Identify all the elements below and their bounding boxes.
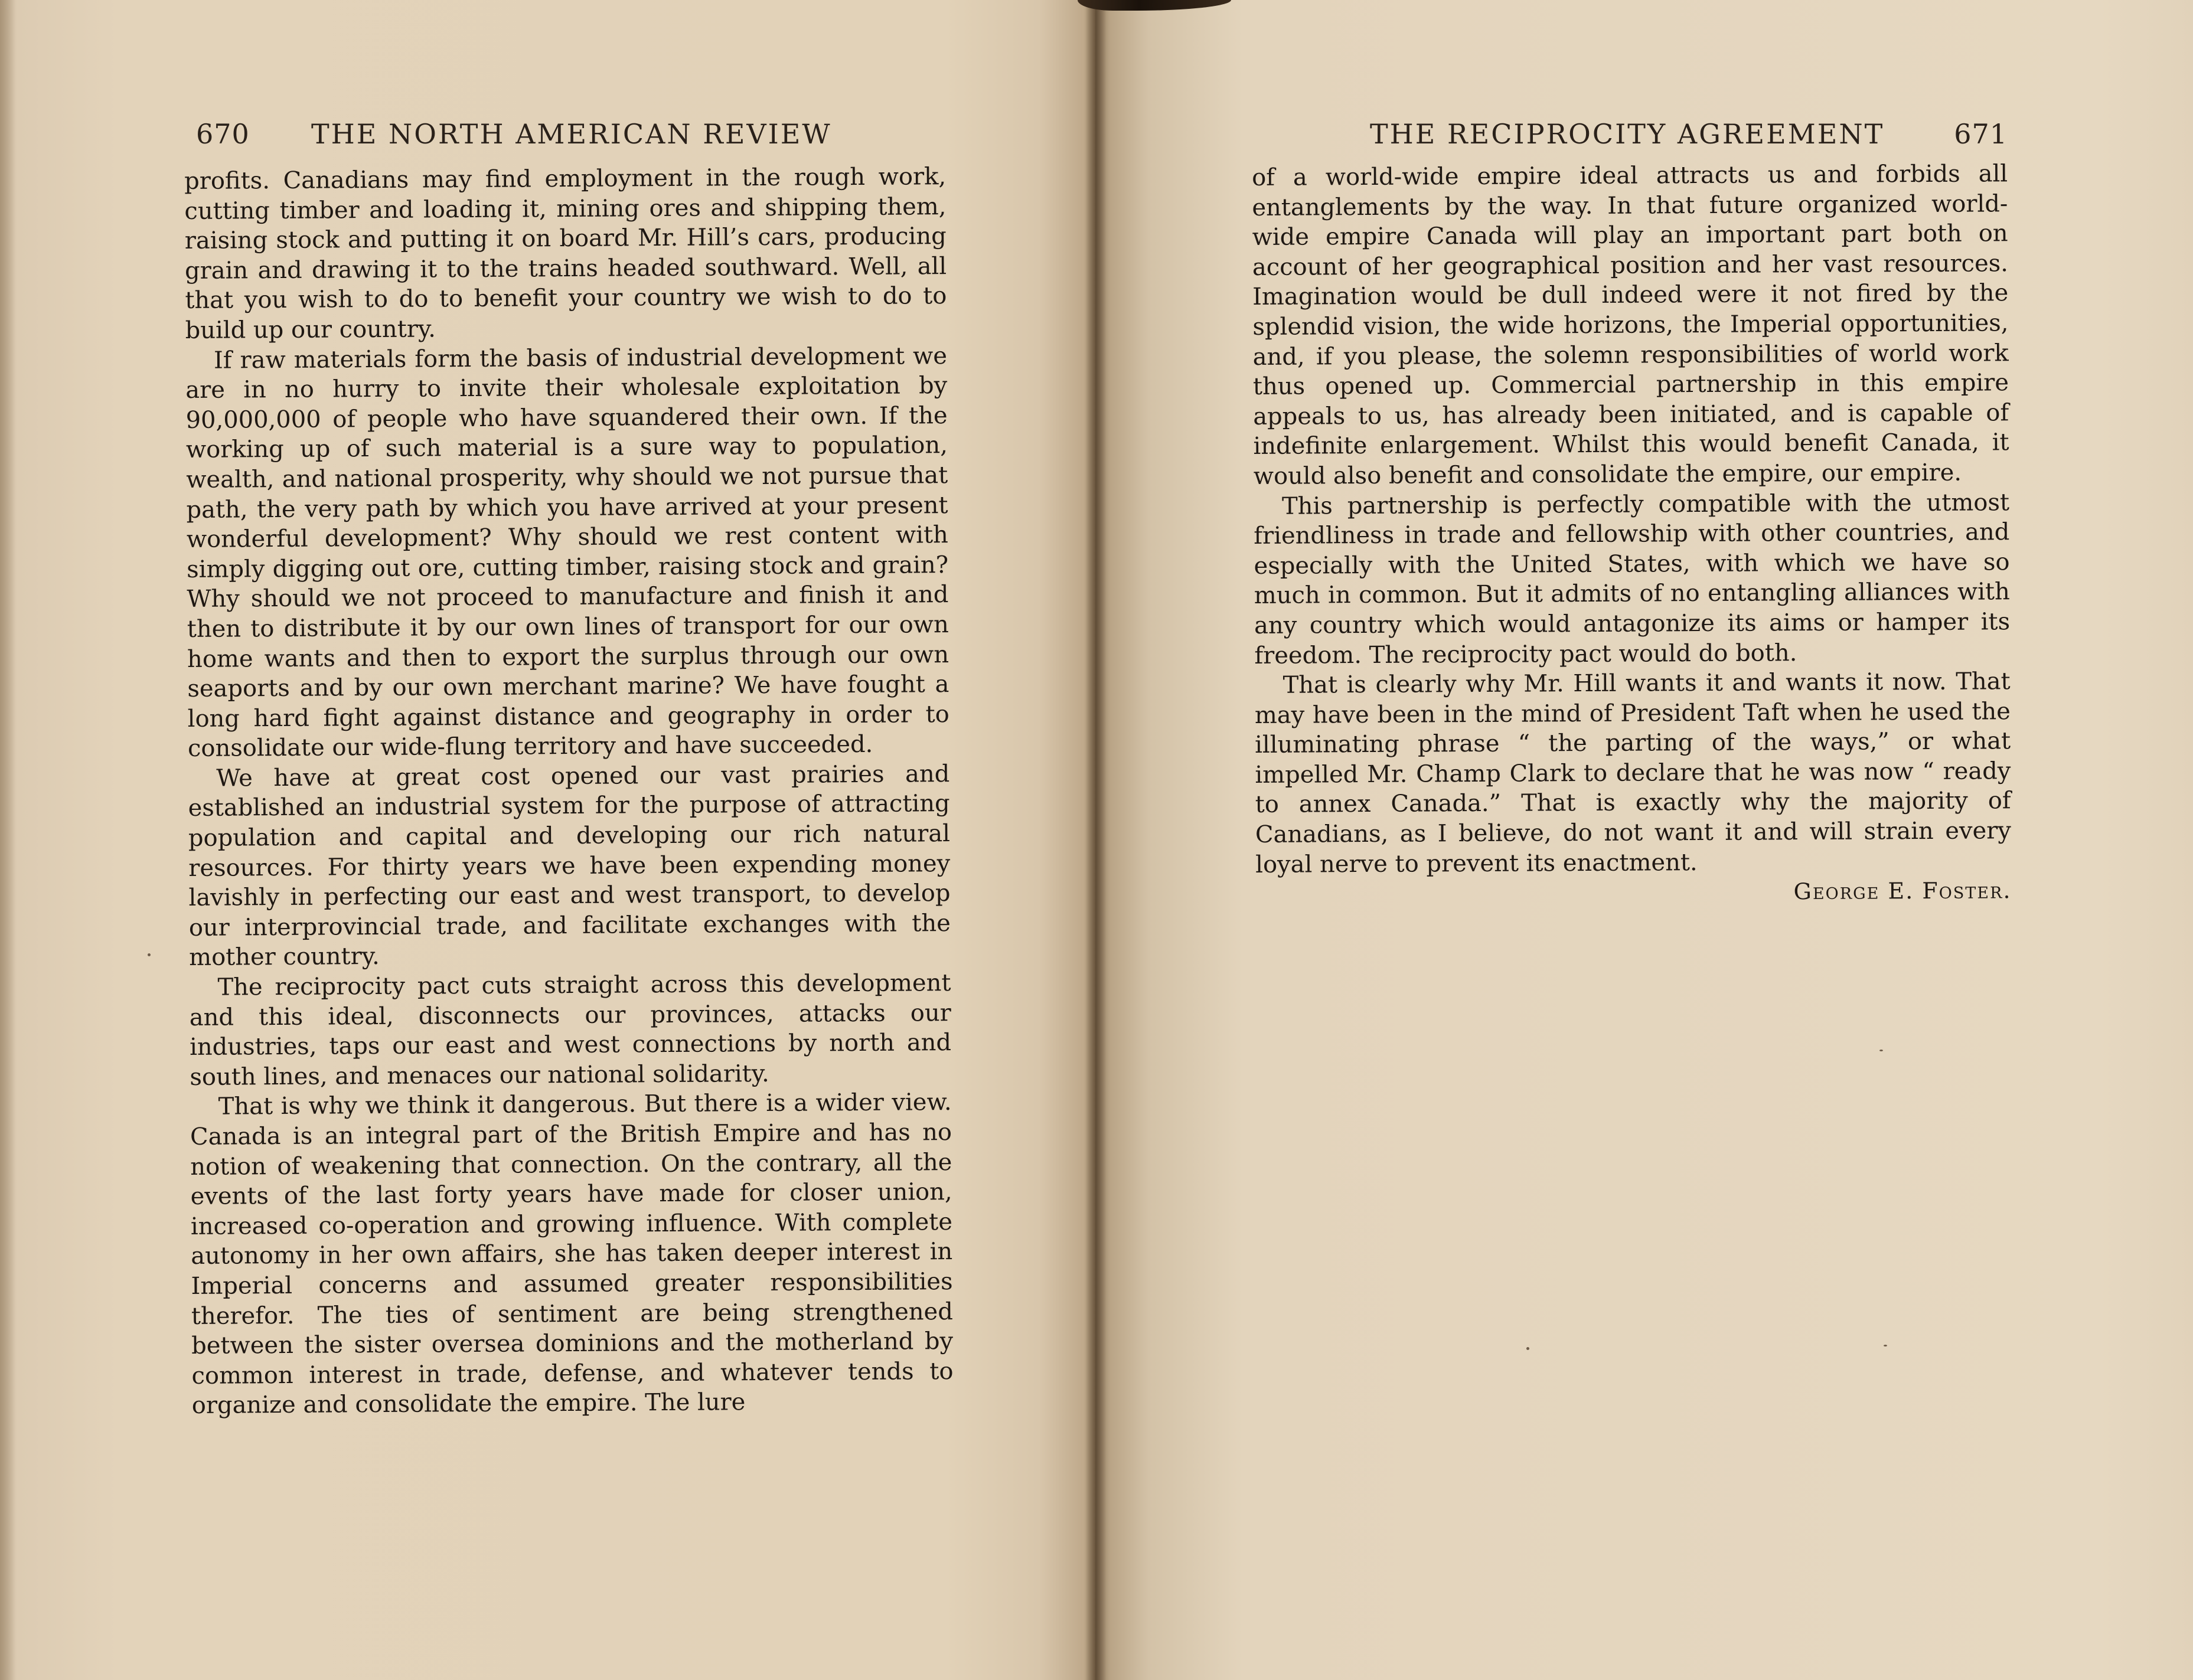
paper-speck <box>1879 1050 1883 1051</box>
left-page-number: 670 <box>196 118 250 150</box>
paper-speck <box>1884 1345 1887 1346</box>
right-running-head-title: THE RECIPROCITY AGREEMENT <box>1370 118 1885 150</box>
left-paragraph-5: That is why we think it dangerous. But there is a wider view. Canada is an integral part of the British Empire and has no notion of weakening that connection. On the contrary, all the events of the last forty years have made for closer union, increased co-operation and growing influence. With complete autonomy in her own affairs, she has taken deeper interest in Imperial concerns and assumed greater responsibilities therefor. The ties of sentiment are being strengthened between the sister oversea dominions and the motherland by common interest in trade, defense, and whatever tends to organize and consolidate the empire. The lure <box>190 1089 954 1420</box>
left-body-text <box>184 162 954 1421</box>
right-running-header <box>1370 118 2008 159</box>
left-running-header <box>196 118 958 159</box>
paper-speck <box>1526 1347 1529 1350</box>
book-gutter <box>1085 0 1107 1680</box>
right-paragraph-1: of a world-wide empire ideal attracts us and forbids all entanglements by the way. In that future organized world-wide empire Canada will play an important part both on account of her geographical position and her vast resources. Imagination would be dull indeed were it not fired by the splendid vision, the wide horizons, the Imperial opportunities, and, if you please, the solemn responsibilities of world work thus opened up. Commercial partnership in this empire appeals to us, has already been initiated, and is capable of indefinite enlargement. Whilst this would benefit Canada, it would also benefit and consolidate the empire, our empire. <box>1252 160 2009 490</box>
left-page <box>0 0 1095 1680</box>
right-page-number: 671 <box>1954 118 2008 150</box>
right-paragraph-2: This partnership is perfectly compatible with the utmost friendliness in trade and fellowship with other countries, and especially with the United States, with which we have so much in common. But it admits of no entangling alliances with any country which would antagonize its aims or hamper its freedom. The reciprocity pact would do both. <box>1254 488 2011 669</box>
right-paragraph-3: That is clearly why Mr. Hill wants it and wants it now. That may have been in the mind of President Taft when he used the illuminating phrase “ the parting of the ways,” or what impelled Mr. Champ Clark to declare that he was now “ ready to annex Canada.” That is exactly why the majority of Canadians, as I believe, do not want it and will strain every loyal nerve to prevent its enactment. <box>1254 668 2012 878</box>
right-body-text <box>1252 159 2012 910</box>
left-paragraph-4: The reciprocity pact cuts straight across this development and this ideal, disconnects our provinces, attacks our industries, taps our east and west connections by north and south lines, and menaces our national solidarity. <box>189 969 952 1091</box>
left-paragraph-2: If raw materials form the basis of industrial development we are in no hurry to invite their wholesale exploitation by 90,000,000 of people who have squandered their own. If the working up of such material is a sure way to population, wealth, and national prosperity, why should we not pursue that path, the very path by which you have arrived at your present wonderful development? Why should we rest content with simply digging out ore, cutting timber, raising stock and grain? Why should we not proceed to manufacture and finish it and then to distribute it by our own lines of transport for our own home wants and then to export the surplus through our own seaports and by our own merchant marine? We have fought a long hard fight against distance and geography in order to consolidate our wide-flung territory and have succeeded. <box>185 342 949 763</box>
left-running-head-title: THE NORTH AMERICAN REVIEW <box>311 118 832 150</box>
left-paragraph-1: profits. Canadians may find employment in the rough work, cutting timber and loading it, mining ores and shipping them, raising stock and putting it on board Mr. Hill’s cars, producing grain and drawing it to the trains headed southward. Well, all that you wish to do to benefit your country we wish to do to build up our country. <box>184 163 947 344</box>
page-edge-shadow <box>0 0 15 1680</box>
author-signature: George E. Foster. <box>1793 877 2012 905</box>
left-paragraph-3: We have at great cost opened our vast prairies and established an industrial system for the purpose of attracting population and capital and developing our rich natural resources. For thirty years we have been expending money lavishly in perfecting our east and west transport, to develop our interprovincial trade, and facilitate exchanges with the mother country. <box>188 760 951 972</box>
paper-speck <box>148 953 151 956</box>
